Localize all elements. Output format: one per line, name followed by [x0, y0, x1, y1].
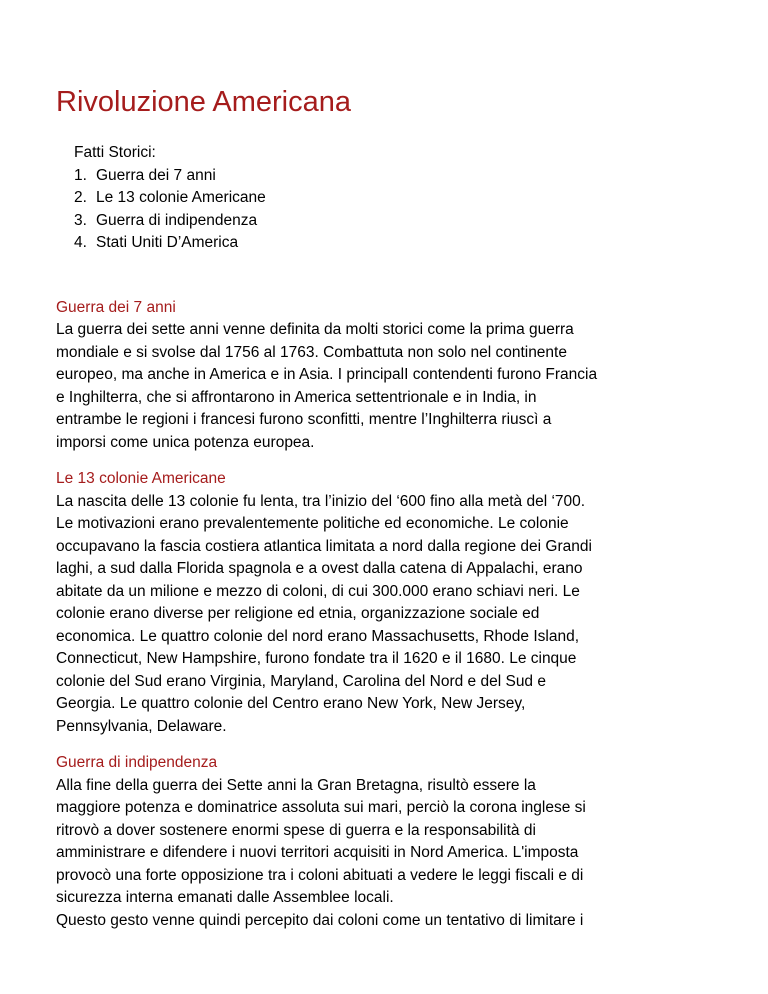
list-item — [74, 232, 716, 255]
document-title: Rivoluzione Americana — [56, 86, 351, 118]
list-item-text: Stati Uniti D’America — [96, 234, 239, 251]
section-guerra-indipendenza — [56, 752, 716, 932]
list-item-number: 3. — [74, 211, 87, 229]
list-item-text: Le 13 colonie Americane — [96, 189, 266, 206]
list-item-text: Guerra di indipendenza — [96, 211, 258, 229]
list-item-number: 4. — [74, 234, 87, 251]
list-item-number: 2. — [74, 189, 87, 206]
list-item-text: Guerra dei 7 anni — [96, 166, 216, 184]
section-guerra-7-anni — [56, 297, 716, 455]
facts-items — [74, 165, 716, 255]
document-page — [56, 82, 716, 932]
facts-label: Fatti Storici: — [74, 144, 156, 161]
section-heading: Guerra dei 7 anni — [56, 298, 176, 316]
section-body: Alla fine della guerra dei Sette anni la Gran Bretagna, risultò essere la maggiore potenza e dominatrice assoluta sui mari, perciò la corona inglese si ritrovò a dover sostenere enormi spese di guerra e la responsabilità di amministrare e difendere i nuovi territori acquisiti in Nord America. L'imposta provocò una forte opposizione tra i coloni abituati a vedere le leggi fiscali e di sicurezza interna emanati dalle Assemblee locali. Questo gesto venne quindi percepito dai coloni come un tentativo di limitare i — [56, 776, 586, 929]
facts-list — [74, 142, 716, 255]
section-body: La nascita delle 13 colonie fu lenta, tra l’inizio del ‘600 fino alla metà del ‘700. Le motivazioni erano prevalentemente politiche ed economiche. Le colonie occupavano la fascia costiera atlantica limitata a nord dalla regione dei Grandi laghi, a sud dalla Florida spagnola e a ovest dalla catena di Appalachi, erano abitate da un milione e mezzo di coloni, di cui 300.000 erano schiavi neri. Le colonie erano diverse per religione ed etnia, organizzazione sociale ed economica. Le quattro colonie del nord erano Massachusetts, Rhode Island, Connecticut, New Hampshire, furono fondate tra il 1620 e il 1680. Le cinque colonie del Sud erano Virginia, Maryland, Carolina del Nord e del Sud e Georgia. Le quattro colonie del Centro erano New York, New Jersey, Pennsylvania, Delaware. — [56, 492, 592, 735]
section-heading: Le 13 colonie Americane — [56, 470, 226, 487]
list-item-number: 1. — [74, 166, 87, 184]
list-item — [74, 187, 716, 210]
section-heading: Guerra di indipendenza — [56, 754, 218, 771]
section-13-colonie — [56, 468, 716, 738]
list-item — [74, 165, 716, 188]
list-item — [74, 210, 716, 233]
section-body: La guerra dei sette anni venne definita da molti storici come la prima guerra mondiale e si svolse dal 1756 al 1763. Combattuta non solo nel continente europeo, ma anche in America e in Asia. I principalI contendenti furono Francia e Inghilterra, che si affrontarono in America settentrionale e in India, in entrambe le regioni i francesi furono sconfitti, mentre l’Inghilterra riuscì a imporsi come unica potenza europea. — [56, 321, 598, 451]
